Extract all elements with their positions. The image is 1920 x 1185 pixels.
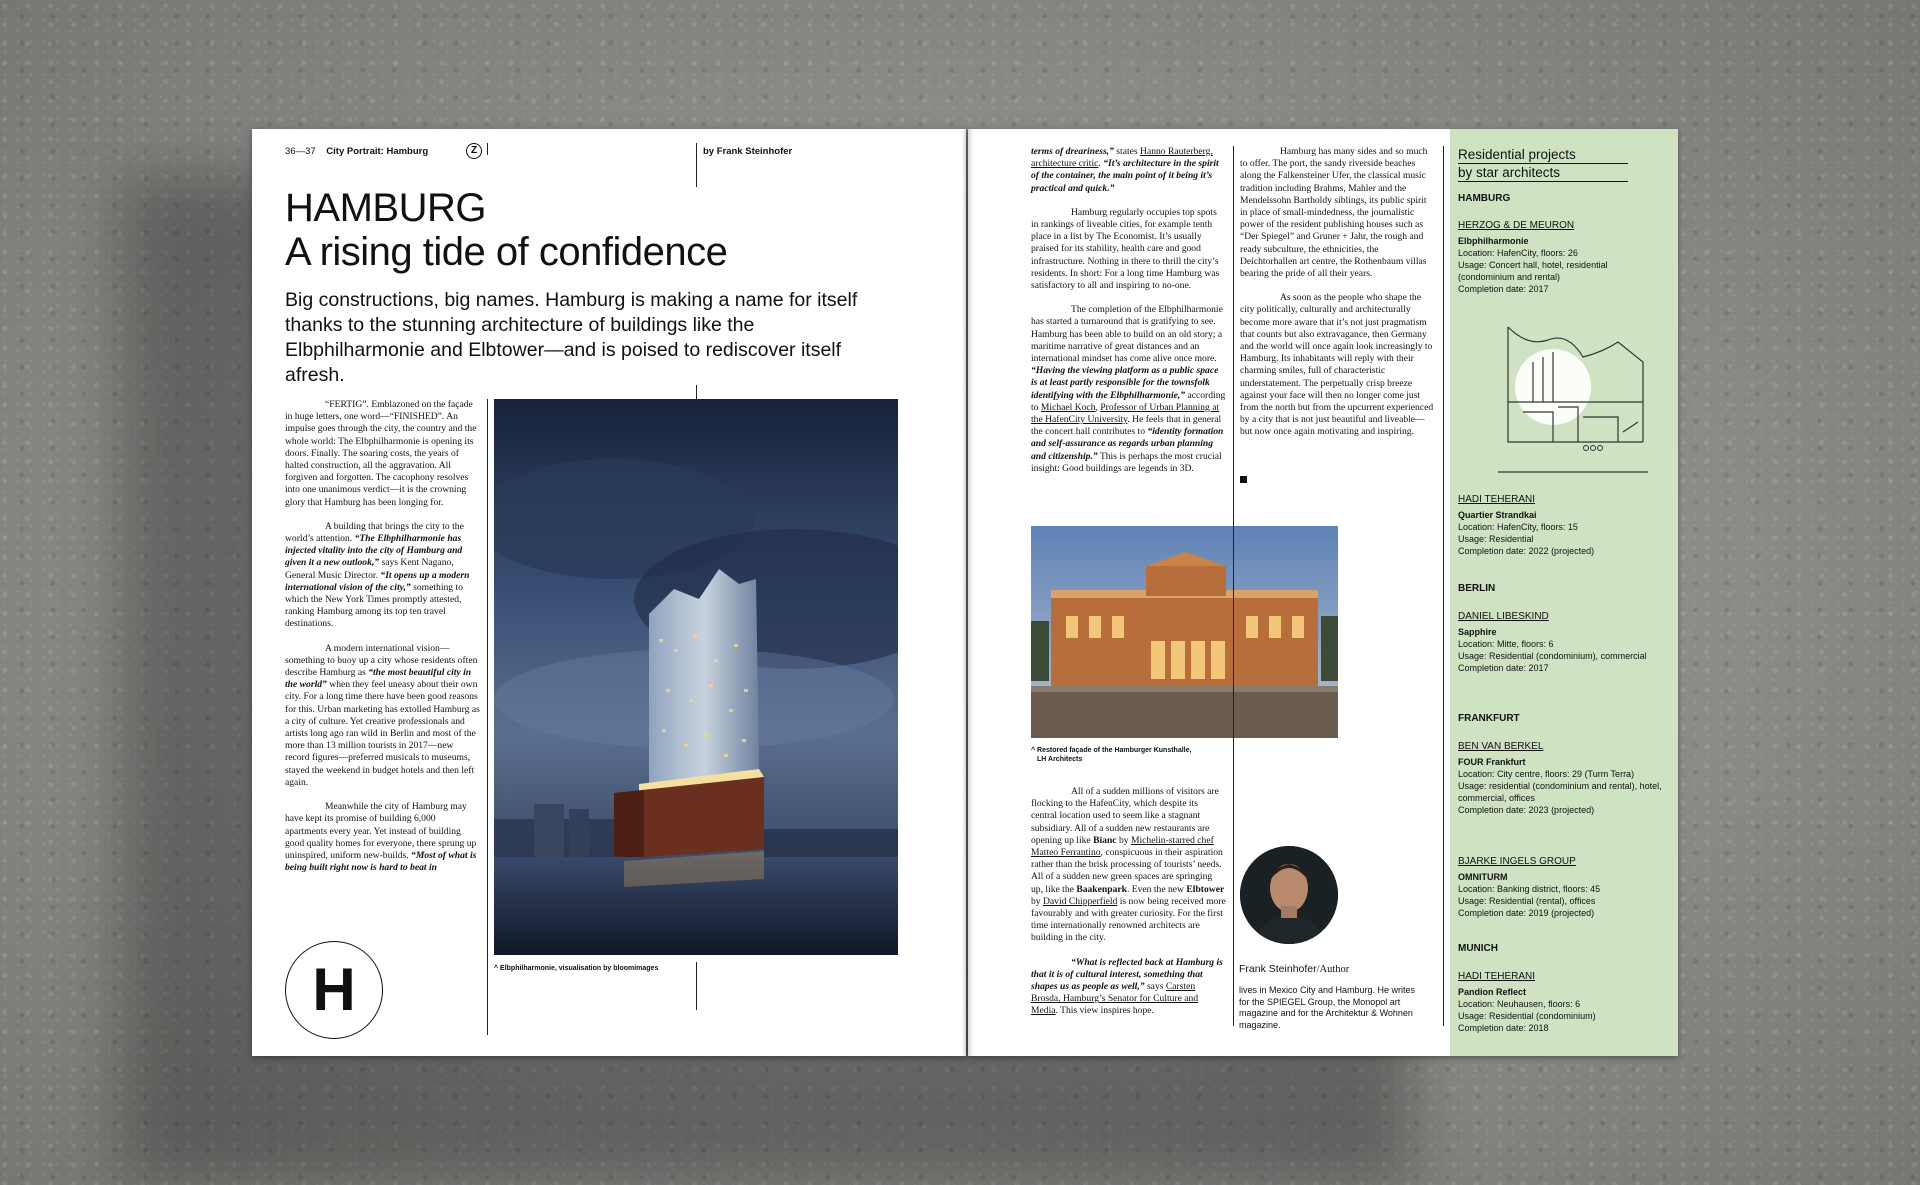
column-3	[1240, 146, 1436, 451]
lede: Big constructions, big names. Hamburg is making a name for itself thanks to the stunning architecture of buildings like the Elbphilharmonie and Elbtower—and is poised to rediscover itself afresh.	[285, 289, 858, 386]
column-2	[1031, 146, 1226, 487]
link-david-chipperfield[interactable]: David Chipperfield	[1043, 895, 1118, 907]
running-header	[285, 146, 428, 157]
column-1	[285, 399, 480, 886]
headline	[285, 186, 727, 274]
byline: by Frank Steinhofer	[703, 146, 793, 157]
project-name: Elbphilharmonie	[1458, 236, 1529, 246]
column-rule-photo-top	[696, 385, 697, 399]
column-rule-photo-bottom	[696, 962, 697, 1010]
paragraph: A building that brings the city to the world’s attention. “The Elbphilharmonie has injected vitality into the city of Hamburg and given it a new outlook,” says Kent Nagano, General Music Director. “It opens up a modern international vision of the city,” something to which the New York Times promptly attested, ranking Hamburg among its top ten travel destinations.	[285, 520, 470, 630]
photo-caption-1: ^ Elbphilharmonie, visualisation by bloomimages	[494, 965, 659, 972]
page-numbers: 36—37	[285, 146, 316, 157]
city-heading: MUNICH	[1458, 943, 1498, 954]
elbphilharmonie-illustration	[494, 399, 898, 955]
paragraph: All of a sudden millions of visitors are flocking to the HafenCity, which despite its central location used to seem like a stagnant subsidiary. All of a sudden new restaurants are opening up like Bianc by Michelin-starred chef Matteo Ferrantino, conspicuous in their aspiration rather than the brisk processing of tourists’ needs. All of a sudden new green spaces are springing up, like the Baakenpark. Even the new Elbtower by David Chipperfield is now being received more favourably and with greater curiosity. For the first time internationally renowned architects are building in the city.	[1031, 786, 1226, 944]
section-title: City Portrait: Hamburg	[326, 146, 429, 157]
paragraph: terms of dreariness,” states Hanno Rauterberg, architecture critic. “It’s architecture in the spirit of the container, the main point of it being it’s practical and quick.”	[1031, 146, 1219, 194]
author-name: Frank Steinhofer/Author	[1239, 963, 1350, 975]
column-2-continued	[1031, 786, 1226, 1030]
architect-link[interactable]: BEN VAN BERKEL	[1458, 741, 1544, 752]
paragraph: “FERTIG”. Emblazoned on the façade in huge letters, one word—“FINISHED”. An impulse goes through the city, the country and the whole world: The Elbphilharmonie is opening its doors. Finally. The soaring costs, the years of halted construction, all the aggravation. All forgiven and forgotten. The cacophony resolves into one unanimous verdict—it is the crowning glory that Hamburg has been longing for.	[285, 399, 477, 508]
sidebar-entry: HAMBURG HERZOG & DE MEURON Elbphilharmonie Location: HafenCity, floors: 26 Usage: Concert hall, hotel, residential (condominium and rental) Completion date: 2017	[1458, 193, 1663, 295]
paragraph: The completion of the Elbphilharmonie has started a turnaround that is gratifying to see. Hamburg has been able to build on an old story; a maritime narrative of great distances and an international mindset has come alive once more. “Having the viewing platform as a public space is at least partly responsible for the townsfolk identifying with the Elbphilharmonie,” according to Michael Koch, Professor of Urban Planning at the HafenCity University. He feels that in general the concert hall contributes to “identity formation and self-assurance as regards urban planning and citizenship.” This is perhaps the most crucial insight: Good buildings are legends in 3D.	[1031, 304, 1226, 474]
paragraph: A modern international vision—something to buoy up a city whose residents often describe Hamburg as “the most beautiful city in the world” when they feel uneasy about their own city. For a long time there have been good reasons for this. Urban marketing has extolled Hamburg as a city of culture. Yet creative professionals and artists long ago ran wild in Berlin and most of the more than 13 million tourists in 2017—new record figures—preferred musicals to museums, stayed the weekend in budget hotels and then left again.	[285, 642, 480, 788]
sidebar-title: Residential projects by star architects	[1458, 146, 1628, 182]
city-heading: HAMBURG	[1458, 193, 1511, 204]
project-name: FOUR Frankfurt	[1458, 757, 1526, 767]
paragraph: Meanwhile the city of Hamburg may have kept its promise of building 6,000 apartments every year. Yet instead of building good quality homes for everyone, there sprung up uninspired, uniform new-builds. “Most of what is being built right now is hard to beat in	[285, 801, 477, 874]
spine-gutter	[962, 129, 974, 1056]
city-heading: BERLIN	[1458, 583, 1496, 594]
paragraph: Hamburg has many sides and so much to offer. The port, the sandy riverside beaches along the Falkensteiner Ufer, the classical music tradition including Brahms, Mahler and the Mendelssohn Bartholdy siblings, its public spirit in place of small-mindedness, the journalistic power of the resident publishing houses such as “Der Spiegel” and Gruner + Jahr, the rough and ready subculture, the ethnicities, the Deichtorhallen art centre, the Rothenbaum villas bearing the pride of all their years.	[1240, 146, 1428, 280]
end-square-icon	[1240, 476, 1247, 483]
column-rule-right-1	[1233, 146, 1234, 1026]
link-professor-urban-planning[interactable]: Professor of Urban Planning at the HafenCity University	[1031, 401, 1220, 426]
headline-line-2: A rising tide of confidence	[285, 230, 728, 274]
link-matteo-ferrantino[interactable]: Michelin-starred chef Matteo Ferrantino	[1031, 834, 1214, 859]
sidebar-entry: BERLIN DANIEL LIBESKIND Sapphire Location: Mitte, floors: 6 Usage: Residential (condominium), commercial Completion date: 2017	[1458, 583, 1663, 674]
author-bio: lives in Mexico City and Hamburg. He writes for the SPIEGEL Group, the Monopol art magazine and for the Architektur & Wohnen magazine.	[1239, 985, 1416, 1030]
link-michael-koch[interactable]: Michael Koch	[1040, 401, 1096, 413]
z-logo-icon: Z	[466, 143, 482, 159]
architect-link[interactable]: HADI TEHERANI	[1458, 494, 1536, 505]
architect-link[interactable]: BJARKE INGELS GROUP	[1458, 856, 1576, 867]
photo-caption-2: ^ Restored façade of the Hamburger Kunsthalle, LH Architects	[1031, 747, 1192, 763]
kunsthalle-illustration	[1031, 526, 1338, 738]
paragraph: “What is reflected back at Hamburg is that it is of cultural interest, something that shapes us as people as well,” says Carsten Brosda, Hamburg’s Senator for Culture and Media. This view inspires hope.	[1031, 956, 1223, 1017]
header-rule-1	[487, 143, 488, 155]
project-name: Quartier Strandkai	[1458, 510, 1537, 520]
column-rule-right-2	[1443, 146, 1444, 1026]
sidebar-entry: HADI TEHERANI Quartier Strandkai Location: HafenCity, floors: 15 Usage: Residential Completion date: 2022 (projected)	[1458, 489, 1663, 557]
author-portrait	[1240, 846, 1338, 944]
sidebar-entry: FRANKFURT BEN VAN BERKEL FOUR Frankfurt Location: City centre, floors: 29 (Turm Terra) Usage: residential (condominium and rental), hotel, commercial, offices Completion date: 2023 (projected)	[1458, 713, 1662, 815]
link-hanno-rauterberg[interactable]: Hanno Rauterberg, architecture critic	[1031, 146, 1213, 170]
paragraph: Hamburg regularly occupies top spots in rankings of liveable cities, for example tenth place in a list by The Economist. It’s usually praised for its stability, health care and good infrastructure. Nothing in there to thrill the city’s residents. In short: For a long time Hamburg was satisfactory to all and inspiring to no-one.	[1031, 206, 1220, 292]
project-name: Pandion Reflect	[1458, 987, 1527, 997]
city-heading: FRANKFURT	[1458, 713, 1520, 724]
kunsthalle-photo	[1031, 526, 1338, 738]
architect-link[interactable]: HERZOG & DE MEURON	[1458, 220, 1575, 231]
author-avatar	[1240, 846, 1338, 944]
sidebar-entry: BJARKE INGELS GROUP OMNITURM Location: Banking district, floors: 45 Usage: Residential (rental), offices Completion date: 2019 (projected)	[1458, 851, 1663, 919]
sidebar-entry: MUNICH HADI TEHERANI Pandion Reflect Location: Neuhausen, floors: 6 Usage: Residential (condominium) Completion date: 2018	[1458, 943, 1663, 1034]
header-rule-2	[696, 143, 697, 187]
link-carsten-brosda[interactable]: Carsten Brosda, Hamburg’s Senator for Culture and Media	[1031, 981, 1199, 1017]
big-letter-h-icon: H	[285, 941, 383, 1039]
project-name: Sapphire	[1458, 627, 1497, 637]
project-name: OMNITURM	[1458, 872, 1508, 882]
column-rule-left	[487, 399, 488, 1035]
architect-link[interactable]: DANIEL LIBESKIND	[1458, 611, 1549, 622]
elbphilharmonie-photo	[494, 399, 898, 955]
headline-line-1: HAMBURG	[285, 186, 486, 230]
paragraph: As soon as the people who shape the city politically, culturally and architecturally become more aware that it’s not just pragmatism that counts but also extravagance, then Germany and the world will once again look increasingly to Hamburg. Its inhabitants will reply with their charming smiles, full of characteristic understatement. The perpetually crisp breeze against your face will then no longer come just from the north but from the upcurrent experienced by a city that is not just beautiful and liveable—but now once again motivating and inspiring.	[1240, 292, 1434, 438]
elbphilharmonie-line-drawing-icon	[1498, 322, 1648, 482]
architect-link[interactable]: HADI TEHERANI	[1458, 971, 1536, 982]
